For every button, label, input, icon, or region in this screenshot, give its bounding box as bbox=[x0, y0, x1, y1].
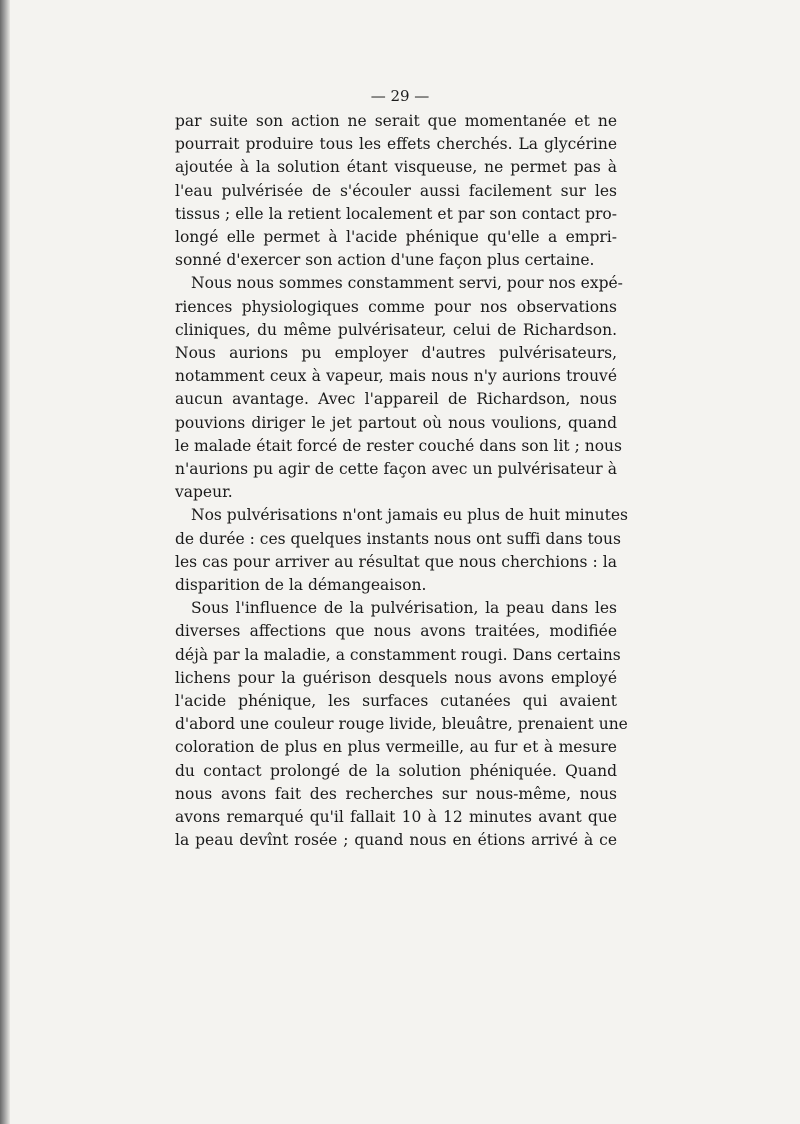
text-line: vapeur. bbox=[175, 483, 233, 502]
text-line: Nos pulvérisations n'ont jamais eu plus de huit minutes bbox=[191, 506, 628, 525]
text-line: nous avons fait des recherches sur nous-même, nous bbox=[175, 784, 617, 803]
text-line: tissus ; elle la retient localement et par son contact pro- bbox=[175, 204, 617, 223]
text-line: l'acide phénique, les surfaces cutanées qui avaient bbox=[175, 692, 617, 711]
text-line: les cas pour arriver au résultat que nous cherchions : la bbox=[175, 552, 617, 571]
text-line: diverses affections que nous avons traitées, modifiée bbox=[175, 622, 617, 641]
text-line: déjà par la maladie, a constamment rougi. Dans certains bbox=[175, 645, 621, 664]
text-line: disparition de la démangeaison. bbox=[175, 576, 427, 595]
text-line: le malade était forcé de rester couché dans son lit ; nous bbox=[175, 436, 622, 455]
text-line: Sous l'influence de la pulvérisation, la peau dans les bbox=[191, 599, 617, 618]
text-line: riences physiologiques comme pour nos observations bbox=[175, 297, 617, 316]
text-line: par suite son action ne serait que momentanée et ne bbox=[175, 112, 617, 130]
page-number: — 29 — bbox=[370, 87, 430, 105]
text-line: aucun avantage. Avec l'appareil de Richardson, nous bbox=[175, 390, 617, 409]
text-line: d'abord une couleur rouge livide, bleuâtre, prenaient une bbox=[175, 715, 628, 734]
text-line: longé elle permet à l'acide phénique qu'elle a empri- bbox=[175, 228, 617, 247]
text-line: de durée : ces quelques instants nous ont suffi dans tous bbox=[175, 529, 621, 548]
text-line: Nous nous sommes constamment servi, pour nos expé- bbox=[191, 274, 623, 293]
text-line: pouvions diriger le jet partout où nous voulions, quand bbox=[175, 413, 617, 432]
text-line: Nous aurions pu employer d'autres pulvérisateurs, bbox=[175, 344, 617, 363]
text-line: la peau devînt rosée ; quand nous en étions arrivé à ce bbox=[175, 831, 617, 850]
text-line: du contact prolongé de la solution phéniquée. Quand bbox=[175, 761, 617, 780]
text-line: coloration de plus en plus vermeille, au fur et à mesure bbox=[175, 738, 617, 757]
text-line: lichens pour la guérison desquels nous avons employé bbox=[175, 668, 617, 687]
text-line: pourrait produire tous les effets cherchés. La glycérine bbox=[175, 135, 617, 154]
text-line: n'aurions pu agir de cette façon avec un pulvérisateur à bbox=[175, 460, 617, 479]
text-line: avons remarqué qu'il fallait 10 à 12 minutes avant que bbox=[175, 808, 617, 827]
text-line: sonné d'exercer son action d'une façon plus certaine. bbox=[175, 251, 595, 270]
text-line: ajoutée à la solution étant visqueuse, ne permet pas à bbox=[175, 158, 617, 177]
text-line: cliniques, du même pulvérisateur, celui de Richardson. bbox=[175, 320, 617, 339]
page-binding-edge bbox=[0, 0, 10, 1124]
body-text bbox=[175, 110, 628, 853]
text-line: notamment ceux à vapeur, mais nous n'y aurions trouvé bbox=[175, 367, 617, 386]
text-line: l'eau pulvérisée de s'écouler aussi facilement sur les bbox=[175, 181, 617, 200]
